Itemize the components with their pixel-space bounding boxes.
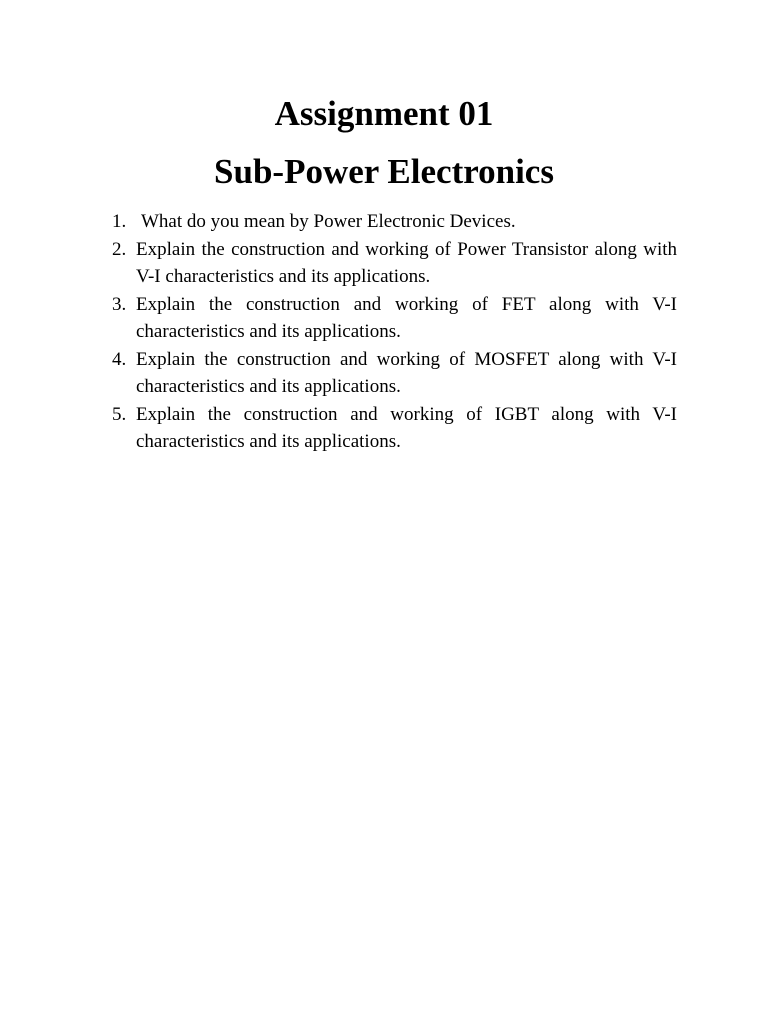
question-text: Explain the construction and working of IGBT along with V-I characteristics and its applications. [136, 403, 677, 452]
question-item [112, 291, 677, 346]
question-text: Explain the construction and working of MOSFET along with V-I characteristics and its applications. [136, 348, 677, 397]
question-item [112, 236, 677, 291]
question-text: Explain the construction and working of FET along with V-I characteristics and its applications. [136, 293, 677, 342]
question-text: Explain the construction and working of Power Transistor along with V-I characteristics and its applications. [136, 238, 677, 287]
question-list [112, 208, 677, 456]
question-item [112, 401, 677, 456]
question-number: 1. [112, 211, 127, 232]
subject-title: Sub-Power Electronics [214, 152, 554, 191]
question-number: 2. [112, 238, 127, 260]
question-text: What do you mean by Power Electronic Devices. [141, 211, 516, 232]
question-item [112, 346, 677, 401]
question-item [112, 208, 677, 236]
question-number: 4. [112, 348, 127, 370]
question-number: 3. [112, 293, 127, 315]
assignment-title: Assignment 01 [274, 94, 494, 133]
question-number: 5. [112, 403, 127, 425]
